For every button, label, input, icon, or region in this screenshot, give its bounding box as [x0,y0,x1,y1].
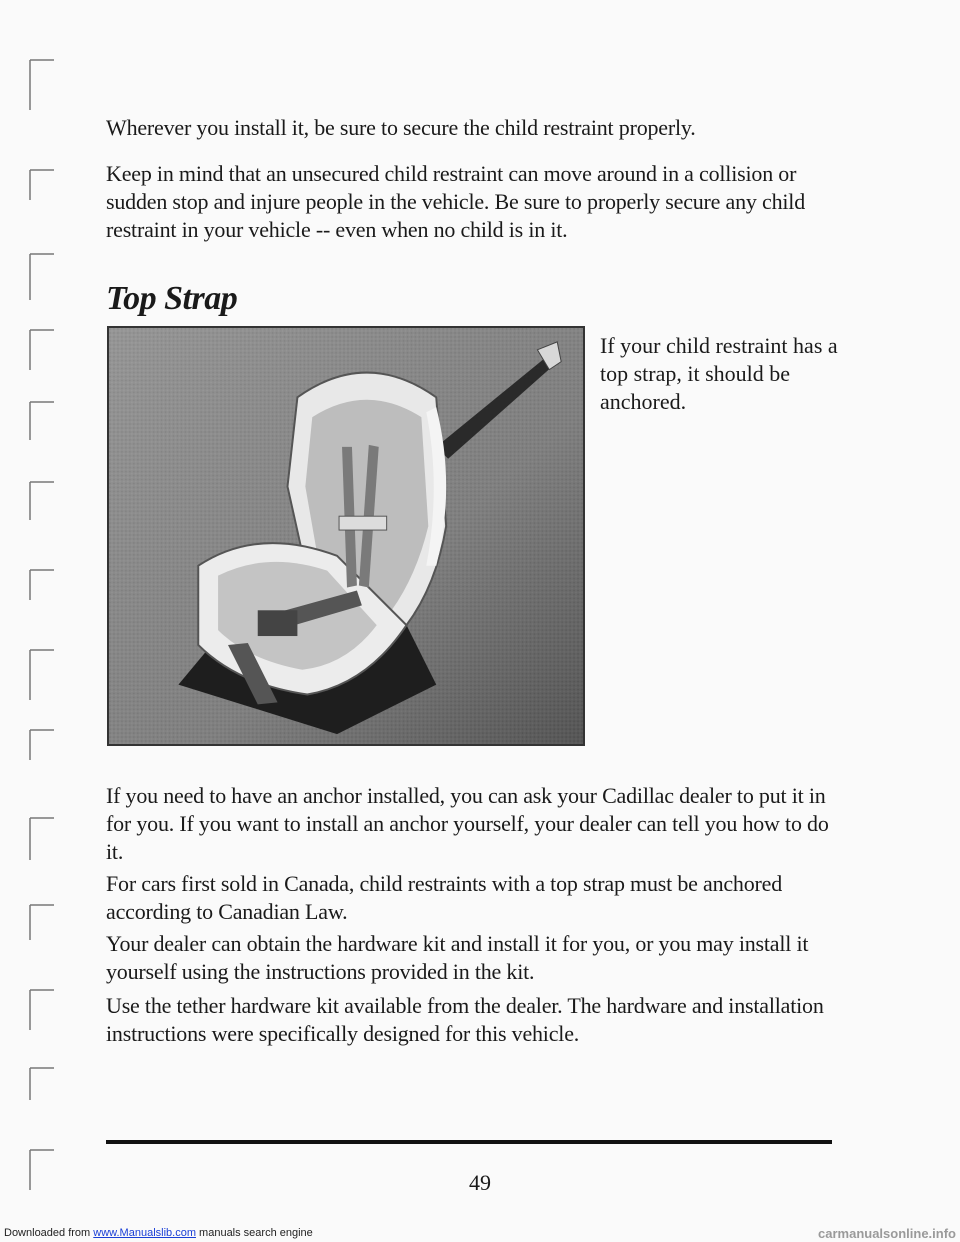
paragraph-secure-properly: Wherever you install it, be sure to secure the child restraint properly. [106,115,696,140]
child-seat-drawing [109,328,583,744]
paragraph-dealer-kit: Your dealer can obtain the hardware kit and install it for you, or you may install it yourself using the instructions provided in the kit. [106,931,809,984]
paragraph-canada-law: For cars first sold in Canada, child restraints with a top strap must be anchored according to Canadian Law. [106,871,783,924]
watermark: carmanualsonline.info [818,1226,956,1241]
margin-registration-marks [18,0,78,1242]
manualslib-link[interactable]: www.Manualslib.com [93,1227,196,1239]
footer-suffix: manuals search engine [199,1227,313,1239]
section-heading-top-strap: Top Strap [106,280,238,317]
paragraph-anchor-install: If you need to have an anchor installed, you can ask your Cadillac dealer to put it in for you. If you want to install an anchor yourself, your dealer can tell you how to do it. [106,783,829,864]
child-seat-illustration [107,326,585,746]
footer-prefix: Downloaded from [4,1227,91,1239]
footer-source [4,1227,313,1239]
download-footer [0,1226,960,1242]
footer-rule [106,1140,832,1144]
paragraph-unsecured-warning: Keep in mind that an unsecured child restraint can move around in a collision or sudden stop and injure people in the vehicle. Be sure to properly secure any child restraint in your vehicle -- even when no child is in it. [106,161,805,242]
page-number: 49 [469,1170,491,1195]
paragraph-tether-kit: Use the tether hardware kit available from the dealer. The hardware and installation instructions were specifically designed for this vehicle. [106,993,824,1046]
side-note-top-strap: If your child restraint has a top strap, it should be anchored. [600,333,838,414]
